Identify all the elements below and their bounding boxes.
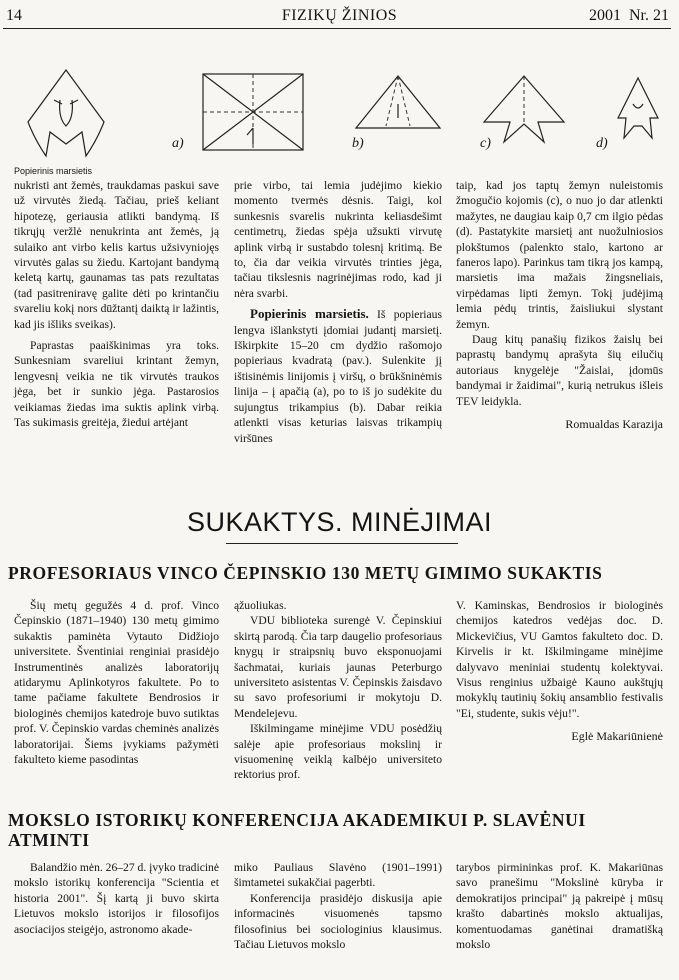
article1-column-1 [14, 178, 219, 431]
paragraph: Paprastas paaiškinimas yra toks. Sunkesniam svareliui krintant žemyn, lengvesnį veikia ne tik virvutės traukos jėga, bet ir sunkio jėga. Pastarosios veikiamas žiedas ima suktis aplink virbą. Tas sukimasis greitėja, žiedui artėjant [14, 339, 219, 430]
paragraph: nukristi ant žemės, traukdamas paskui save už virvutės žiedą. Tačiau, prieš keliant hipotezę, geriausia atlikti bandymą. Iš tikrųjų veržlė nenukrinta ant žemės, ją sulaiko ant virbo kelis kartus užsivyniojęs virvutės galas su žiedu. Kartojant bandymą keletą kartų, gaunamas tas pats rezultatas (tad pasitreniravę galite dėti po krintančiu svareliu kokį nors dūžtantį daiktą ir lažintis, kad jis išliks sveikas). [14, 179, 219, 331]
author-signature: Romualdas Karazija [565, 417, 663, 432]
header-rule [3, 28, 671, 29]
article3-column-2 [234, 860, 442, 952]
paragraph: Šių metų gegužės 4 d. prof. Vinco Čepinskio (1871–1940) 130 metų gimimo sukaktis paminėta Vytauto Didžiojo universitete. Šventiniai renginiai prasidėjo Instrumentinės analizės laboratorijų atidarymu Aplinkotyros fakultete. Po to tame pačiame fakultete Bendrosios ir biologinės chemijos katedroje buvo sutiktas prof. V. Čepinskio vardas cheminės analizės laboratorijai. Šiems įvykiams pažymėti fakulteto kieme pasodintas [14, 599, 219, 767]
fold-step-c [484, 76, 564, 142]
article2-title: PROFESORIAUS VINCO ČEPINSKIO 130 METŲ GIMIMO SUKAKTIS [8, 563, 603, 583]
section-title: SUKAKTYS. MINĖJIMAI [186, 507, 493, 537]
article3-title: MOKSLO ISTORIKŲ KONFERENCIJA AKADEMIKUI P. SLAVĖNUI ATMINTI [8, 810, 586, 850]
paragraph: tarybos pirmininkas prof. K. Makariūnas savo pranešimu "Mokslinė kūryba ir demokratijos principai" ją pakreipė į mūsų krašto dabartinės mokslo aktualijas, komentuodamas ganėtinai dramatišką mokslo [456, 861, 663, 952]
paragraph: VDU biblioteka surengė V. Čepinskiui skirtą parodą. Čia tarp daugelio profesoriaus knygų ir straipsnių buvo eksponuojami šachmatai, kuriais jaunas Peterburgo universiteto asistentas V. Čepinskis žaisdavo su savo profesoriumi ir mokytoju D. Mendelejevu. [234, 614, 442, 720]
section-heading: Popierinis marsietis. [250, 306, 369, 322]
page-number: 14 [6, 7, 22, 24]
figure-caption: Popierinis marsietis [14, 166, 93, 176]
paragraph: Konferencija prasidėjo diskusija apie informacinės visuomenės tapsmo filosofinius bei sociologinius klausimus. Tačiau Lietuvos mokslo [234, 891, 442, 952]
author-signature: Eglė Makariūnienė [571, 729, 663, 744]
paragraph: Balandžio mėn. 26–27 d. įvyko tradicinė mokslo istorikų konferencija "Scientia et historia 2001". Šį kartą ji buvo skirta Lietuvos mokslo istorijos ir filosofijos asociacijos steigėjo, astronomo akade- [14, 861, 219, 936]
journal-title: FIZIKŲ ŽINIOS [281, 7, 398, 24]
paragraph: V. Kaminskas, Bendrosios ir biologinės chemijos katedros vedėjas doc. D. Mickevičius, VU Gamtos fakulteto doc. D. Kirvelis ir kt. Iškilmingame minėjime dalyvavo meniniai studentų kolektyvai. Visus renginius užbaigė Kauno aukštųjų mokyklų tautinių šokių ansamblio festivalis "Ei, studente, sukis vėju!". [456, 599, 663, 720]
figure-label-a: a) [172, 136, 184, 151]
figure-label-d: d) [596, 136, 608, 151]
article2-column-3 [456, 598, 663, 745]
paragraph: prie virbo, tai lemia judėjimo kiekio momento tvermės dėsnis. Taigi, kol sunkesnis svarelis nukrinta keliasdešimt centimetrų, žiedas spėja užsukti virvutę aplink virbą ir sustabdo tolesnį kritimą. Be to, čia dar veikia virvutės trinties jėga, tačiau tikslesnis nagrinėjimas rodo, kad ji nėra svarbi. [234, 179, 442, 300]
paragraph: Daug kitų panašių fizikos žaislų bei paprastų bandymų aprašyta šių eilučių autoriaus knygelėje "Žaislai, įdomūs bandymai ir žaidimai", kurią netrukus išleis TEV leidykla. [456, 333, 663, 408]
article2-column-2 [234, 598, 442, 783]
martian-illustration [28, 70, 104, 156]
paragraph: ąžuoliukas. [234, 599, 287, 612]
section-rule [226, 543, 458, 544]
figure-label-c: c) [480, 136, 491, 151]
issue-number: 2001 Nr. 21 [589, 7, 669, 24]
fold-step-b [356, 76, 440, 128]
fold-step-d [618, 78, 658, 138]
figure-label-b: b) [352, 136, 364, 151]
origami-figure [0, 60, 679, 168]
paragraph: taip, kad jos taptų žemyn nuleistomis žmogučio kojomis (c), o nuo jo dar atlenkti mažytes, ne daugiau kaip 0,7 cm ilgio pėdas (d). Pastatykite marsietį ant nuožulniosios plokštumos (palenkto stalo, kartono ar faneros lapo). Parinkus tam tikrą jos kampą, marsietis ima mažais žingsneliais, virpėdamas lipti žemyn. Tokį judėjimą lemia pėdų trintis, žaisliukui slystant žemyn. [456, 179, 663, 331]
article3-column-3 [456, 860, 663, 952]
article3-column-1 [14, 860, 219, 937]
paragraph: Iš popieriaus lengva išlankstyti įdomiai judantį marsietį. Iškirpkite 15–20 cm dydžio rašomojo popieriaus kvadratą (pav.). Sulenkite jį ištisinėmis linijomis į viršų, o brūkšninėmis linija – į apačią (a), po to iš jo sudėkite du sujungtus trikampius (b). Dabar reikia atlenkti visas keturias laisvas trikampių viršūnes [234, 308, 442, 445]
fold-step-a [203, 74, 303, 150]
article2-column-1 [14, 598, 219, 767]
article1-column-3 [456, 178, 663, 433]
paragraph: Iškilmingame minėjime VDU posėdžių salėje apie profesoriaus mokslinį ir visuomeninę veiklą kalbėjo universiteto rektorius prof. [234, 722, 442, 782]
paragraph: miko Pauliaus Slavėno (1901–1991) šimtametei sukakčiai pagerbti. [234, 861, 442, 890]
article1-column-2 [234, 178, 442, 446]
